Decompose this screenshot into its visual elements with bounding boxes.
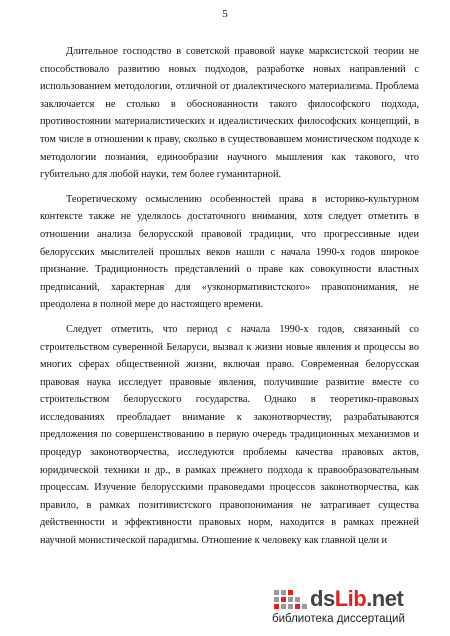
watermark-brand-text bbox=[310, 586, 403, 612]
dslib-logo-icon bbox=[272, 586, 310, 612]
paragraph-1: Длительное господство в советской правовой науке марксистской теории не способствовало развитию новых подходов, разработке новых направлений с использованием методологии, отличной от диалектического материализма. Проблема заключается не столько в обоснованности такого философского подхода, противостоянии материалистических и идеалистических философских концепций, в том числе в отношении к праву, сколько в существовавшем монистическом подходе к методологии познания, единообразии научного мышления как такового, что губительно для любой науки, тем более гуманитарной. bbox=[40, 46, 419, 181]
watermark-tagline: библиотека диссертаций bbox=[272, 613, 405, 625]
brand-part-lib: Lib bbox=[334, 586, 367, 611]
watermark-brand bbox=[272, 586, 403, 612]
brand-part-net: .net bbox=[366, 586, 404, 611]
dslib-watermark bbox=[272, 586, 442, 630]
paragraph-3: Следует отметить, что период с начала 1990-х годов, связанный со строительством суверенной Беларуси, вызвал к жизни новые явления и процессы во многих сферах общественной жизни, включая право. Современная белорусская правовая наука исследует правовые явления, получившие развитие вместе со строительством белорусского государства. Однако в теоретико-правовых исследованиях преобладает внимание к законотворчеству, разрабатываются предложения по совершенствованию в первую очередь традиционных механизмов и процедур законотворчества, исследуются проблемы качества правовых актов, юридической техники и др., в рамках прежнего подхода к правообразовательным процессам. Изучение белорусскими правоведами процессов законотворчества, как правило, в рамках позитивистского правопонимания не затрагивает существа действенности и эффективности правовых норм, находится в рамках прежней научной монистической парадигмы. Отношение к человеку как главной цели и bbox=[40, 323, 419, 547]
document-body bbox=[40, 43, 419, 550]
paragraph-2: Теоретическому осмыслению особенностей права в историко-культурном контексте также не уделялось достаточного внимания, хотя следует отметить в отношении анализа белорусской правовой традиции, что прогрессивные идеи белорусских мыслителей прошлых веков нашли с начала 1990-х годов широкое признание. Традиционность представлений о праве как совокупности властных предписаний, характерная для «узконормативистского» правопонимания, не преодолена в полной мере до настоящего времени. bbox=[40, 193, 419, 311]
page-number: 5 bbox=[222, 8, 228, 20]
brand-part-ds: ds bbox=[310, 586, 335, 611]
